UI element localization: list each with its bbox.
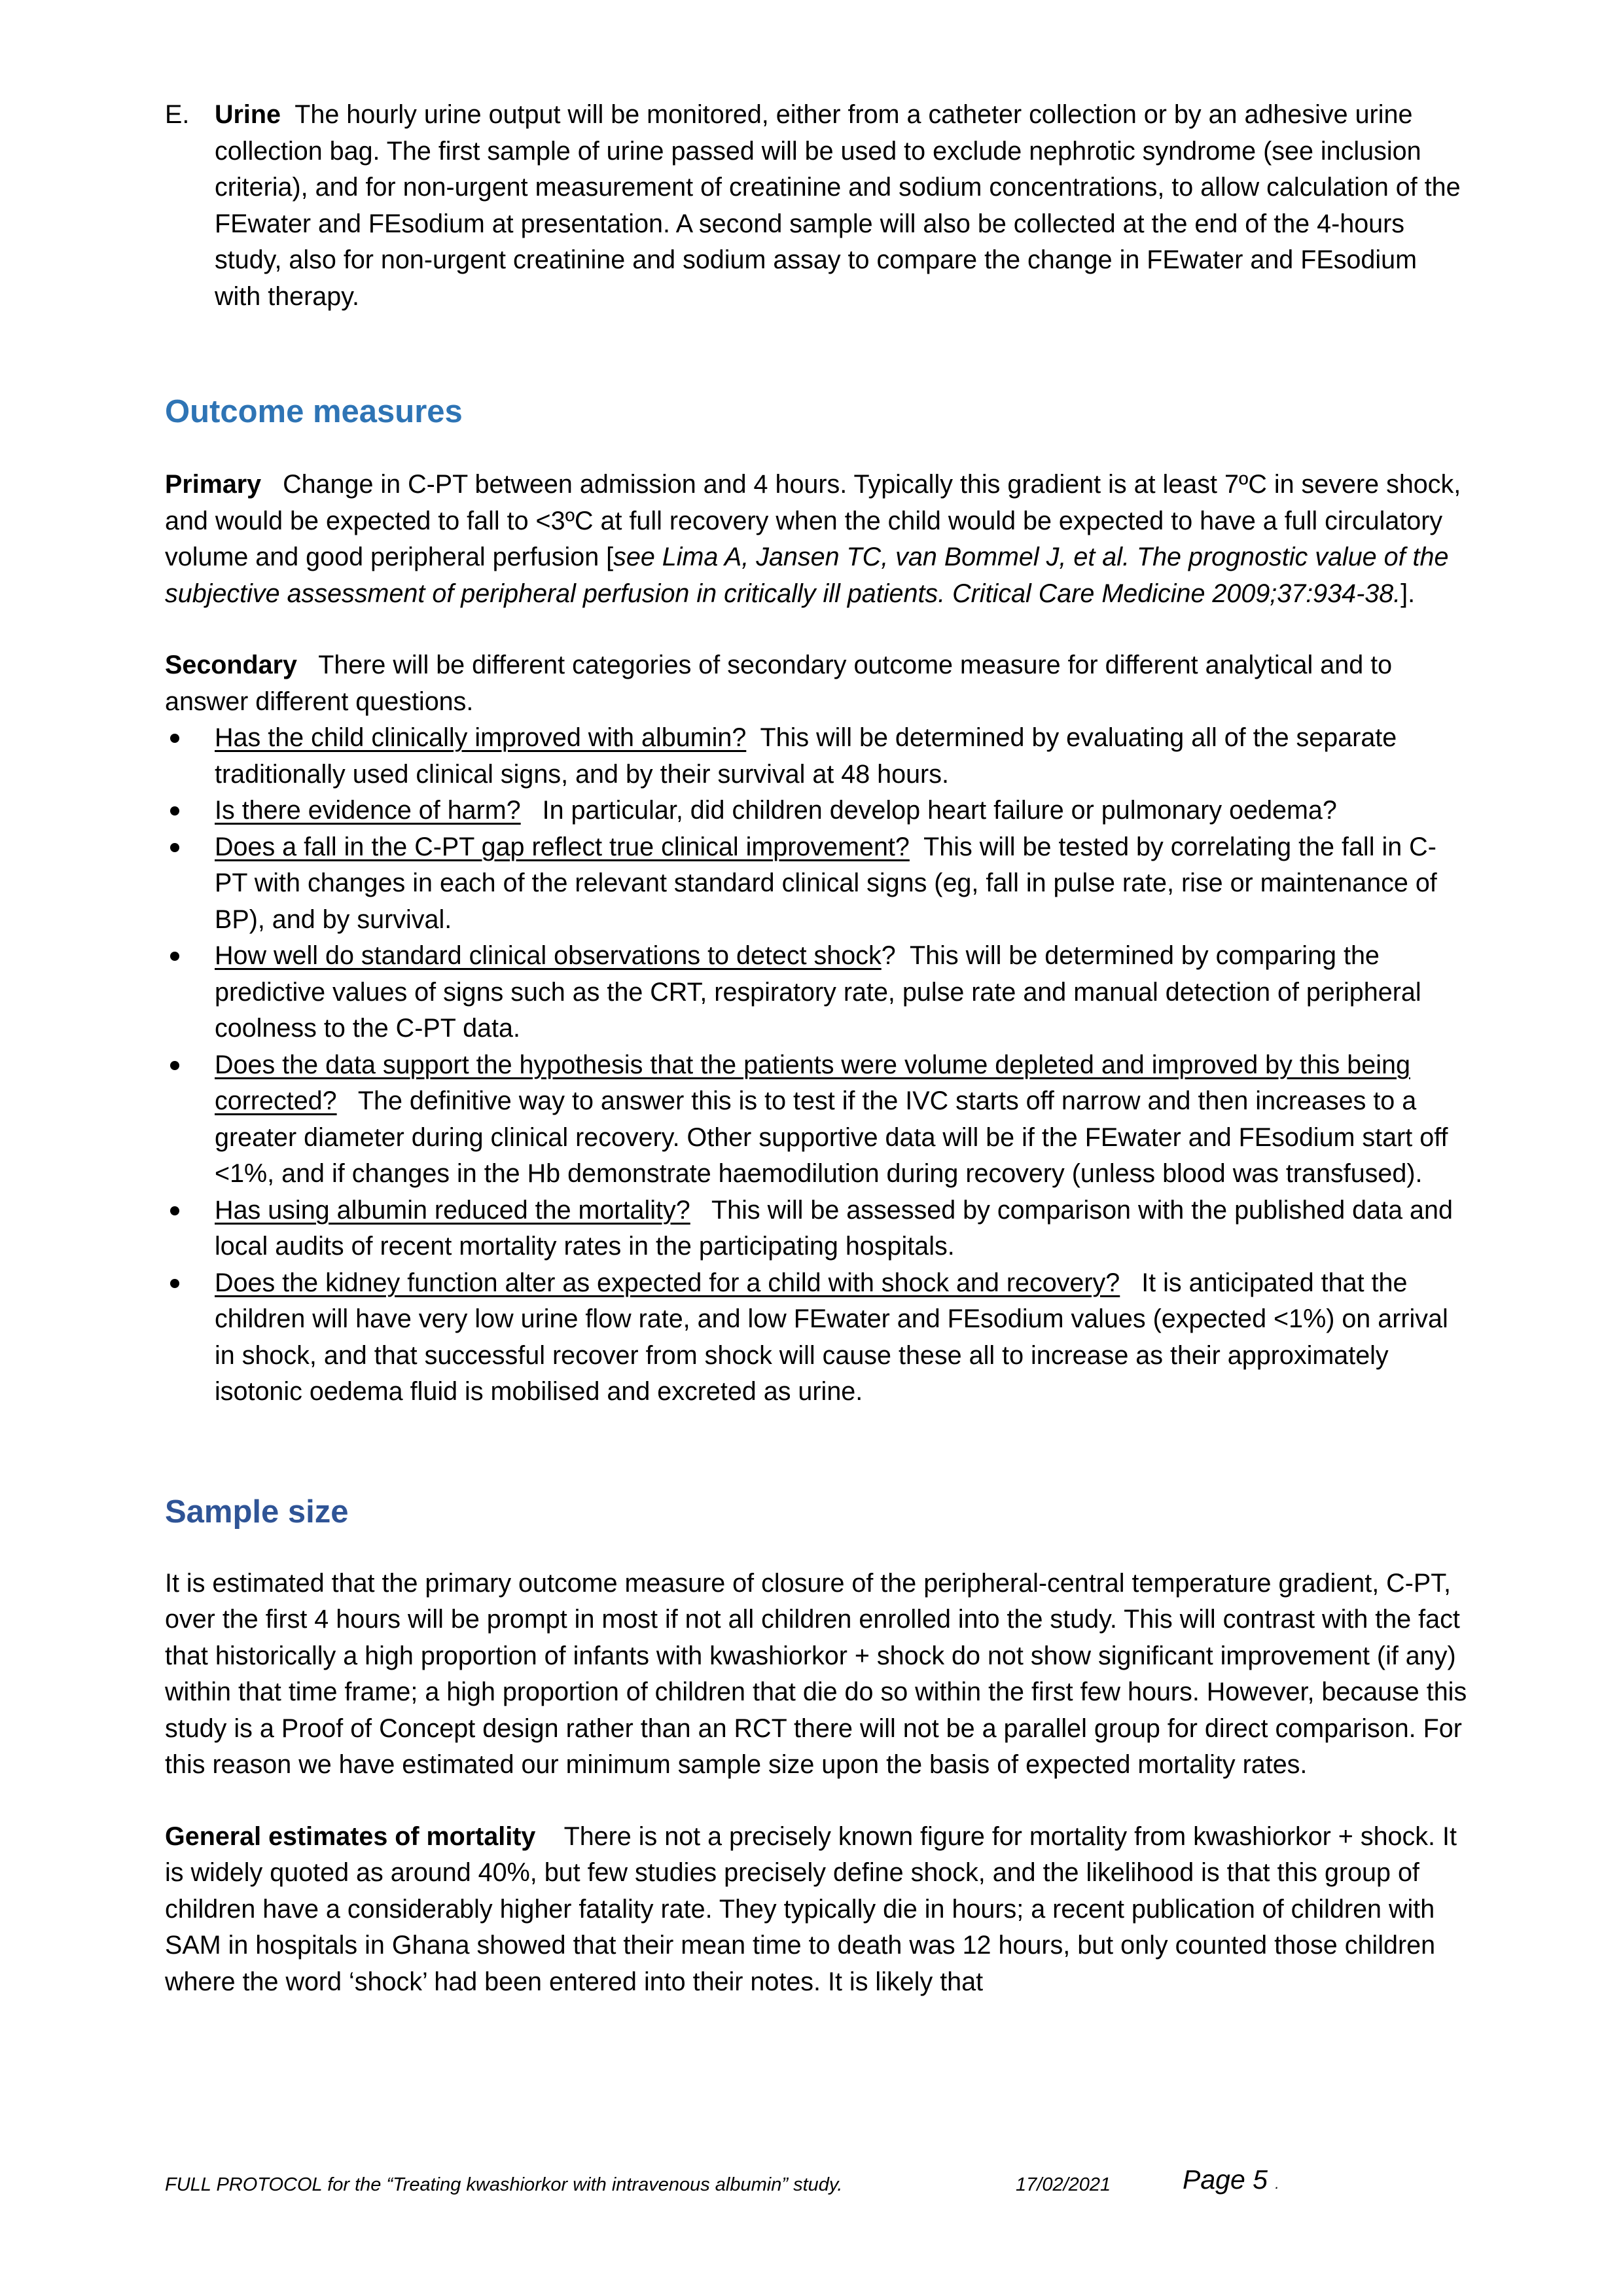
primary-reference: see Lima A, Jansen TC, van Bommel J, et al. The prognostic value of the subjective assessment of peripheral perfusion in critically ill patients. Critical Care Medicine 2009;37:934-38. — [165, 543, 1449, 608]
bullet-text: The definitive way to answer this is to test if the IVC starts off narrow and then increases to a greater diameter during clinical recovery. Other supportive data will be if the FEwater and FEsodium start off <1%, and if changes in the Hb demonstrate haemodilution during recovery (unless blood was transfused). — [215, 1086, 1448, 1188]
bullet-icon — [170, 734, 179, 743]
bullet-text: This will be assessed by comparison with the published data and local audits of recent mortality rates in the participating hospitals. — [215, 1195, 1453, 1261]
page-number — [1183, 2166, 1279, 2197]
bullet-question: Does the kidney function alter as expected for a child with shock and recovery? — [215, 1268, 1120, 1297]
secondary-text: There will be different categories of secondary outcome measure for different analytical and to answer different questions. — [165, 651, 1393, 716]
mortality-text: There is not a precisely known figure for mortality from kwashiorkor + shock. It is widely quoted as around 40%, but few studies precisely define shock, and the likelihood is that this group of children have a considerably higher fatality rate. They typically die in hours; a recent publication of children with SAM in hospitals in Ghana showed that their mean time to death was 12 hours, but only counted those children where the word ‘shock’ had been entered into their notes. It is likely that — [165, 1821, 1457, 1996]
primary-outcome-paragraph — [165, 467, 1467, 612]
bullet-question: Has the child clinically improved with albumin? — [215, 723, 747, 752]
secondary-outcome-list — [165, 720, 1467, 1410]
list-item — [165, 1047, 1467, 1193]
mortality-paragraph — [165, 1819, 1467, 2001]
bullet-icon — [170, 1061, 179, 1070]
list-item — [165, 829, 1467, 939]
secondary-outcome-paragraph — [165, 647, 1467, 720]
list-item — [165, 1265, 1467, 1410]
primary-reference-end: ]. — [1400, 579, 1416, 608]
list-item — [165, 938, 1467, 1047]
secondary-label: Secondary — [165, 651, 297, 679]
bullet-question: How well do standard clinical observations to detect shock — [215, 941, 882, 970]
bullet-text: This will be determined by comparing the predictive values of signs such as the CRT, respiratory rate, pulse rate and manual detection of peripheral coolness to the C-PT data. — [215, 941, 1421, 1043]
primary-text: Change in C-PT between admission and 4 hours. Typically this gradient is at least 7ºC in severe shock, and would be expected to fall to <3ºC at full recovery when the child would be expected to have a full circulatory volume and good peripheral perfusion [ — [165, 470, 1461, 571]
bullet-question: Does a fall in the C-PT gap reflect true clinical improvement? — [215, 832, 910, 861]
bullet-text: This will be tested by correlating the fall in C-PT with changes in each of the relevant standard clinical signs (eg, fall in pulse rate, rise or maintenance of BP), and by survival. — [215, 832, 1437, 934]
sample-size-intro: It is estimated that the primary outcome measure of closure of the peripheral-central temperature gradient, C-PT, over the first 4 hours will be prompt in most if not all children enrolled into the study. This will contrast with the fact that historically a high proportion of infants with kwashiorkor + shock do not show significant improvement (if any) within that time frame; a high proportion of children that die do so within the first few hours. However, because this study is a Proof of Concept design rather than an RCT there will not be a parallel group for direct comparison. For this reason we have estimated our minimum sample size upon the basis of expected mortality rates. — [165, 1568, 1467, 1779]
page-number-suffix: . — [1275, 2176, 1279, 2192]
mortality-label: General estimates of mortality — [165, 1821, 536, 1851]
bullet-text: This will be determined by evaluating all of the separate traditionally used clinical signs, and by their survival at 48 hours. — [215, 723, 1397, 789]
document-page — [165, 97, 1467, 2000]
bullet-icon — [170, 1279, 179, 1288]
bullet-question-suffix: ? — [881, 941, 896, 970]
bullet-question: Does the data support the hypothesis that the patients were volume depleted and improved by this being corrected? — [215, 1050, 1410, 1115]
list-item — [165, 793, 1467, 829]
list-item — [165, 720, 1467, 793]
bullet-text: In particular, did children develop heart failure or pulmonary oedema? — [542, 796, 1337, 825]
page-number-label: Page 5 — [1183, 2164, 1268, 2195]
footer-date: 17/02/2021 — [1016, 2174, 1111, 2195]
urine-text: The hourly urine output will be monitored, either from a catheter collection or by an adhesive urine collection bag. The first sample of urine passed will be used to exclude nephrotic syndrome (see inclusion criteria), and for non-urgent measurement of creatinine and sodium concentrations, to allow calculation of the FEwater and FEsodium at presentation. A second sample will also be collected at the end of the 4-hours study, also for non-urgent creatinine and sodium assay to compare the change in FEwater and FEsodium with therapy. — [215, 100, 1461, 311]
sample-size-heading: Sample size — [165, 1494, 349, 1530]
bullet-icon — [170, 843, 179, 852]
primary-label: Primary — [165, 470, 262, 499]
bullet-icon — [170, 1206, 179, 1215]
list-marker: E. — [165, 100, 190, 129]
bullet-text: It is anticipated that the children will have very low urine flow rate, and low FEwater and FEsodium values (expected <1%) on arrival in shock, and that successful recover from shock will cause these all to increase as their approximately isotonic oedema fluid is mobilised and excreted as urine. — [215, 1268, 1448, 1406]
footer-title: FULL PROTOCOL for the “Treating kwashiorkor with intravenous albumin” study. — [165, 2174, 843, 2195]
urine-list-item — [165, 97, 1467, 315]
list-item — [165, 1193, 1467, 1265]
outcome-measures-heading: Outcome measures — [165, 394, 463, 429]
bullet-question: Has using albumin reduced the mortality? — [215, 1195, 690, 1225]
bullet-question: Is there evidence of harm? — [215, 796, 521, 825]
bullet-icon — [170, 806, 179, 816]
urine-label: Urine — [215, 100, 281, 129]
bullet-icon — [170, 952, 179, 961]
